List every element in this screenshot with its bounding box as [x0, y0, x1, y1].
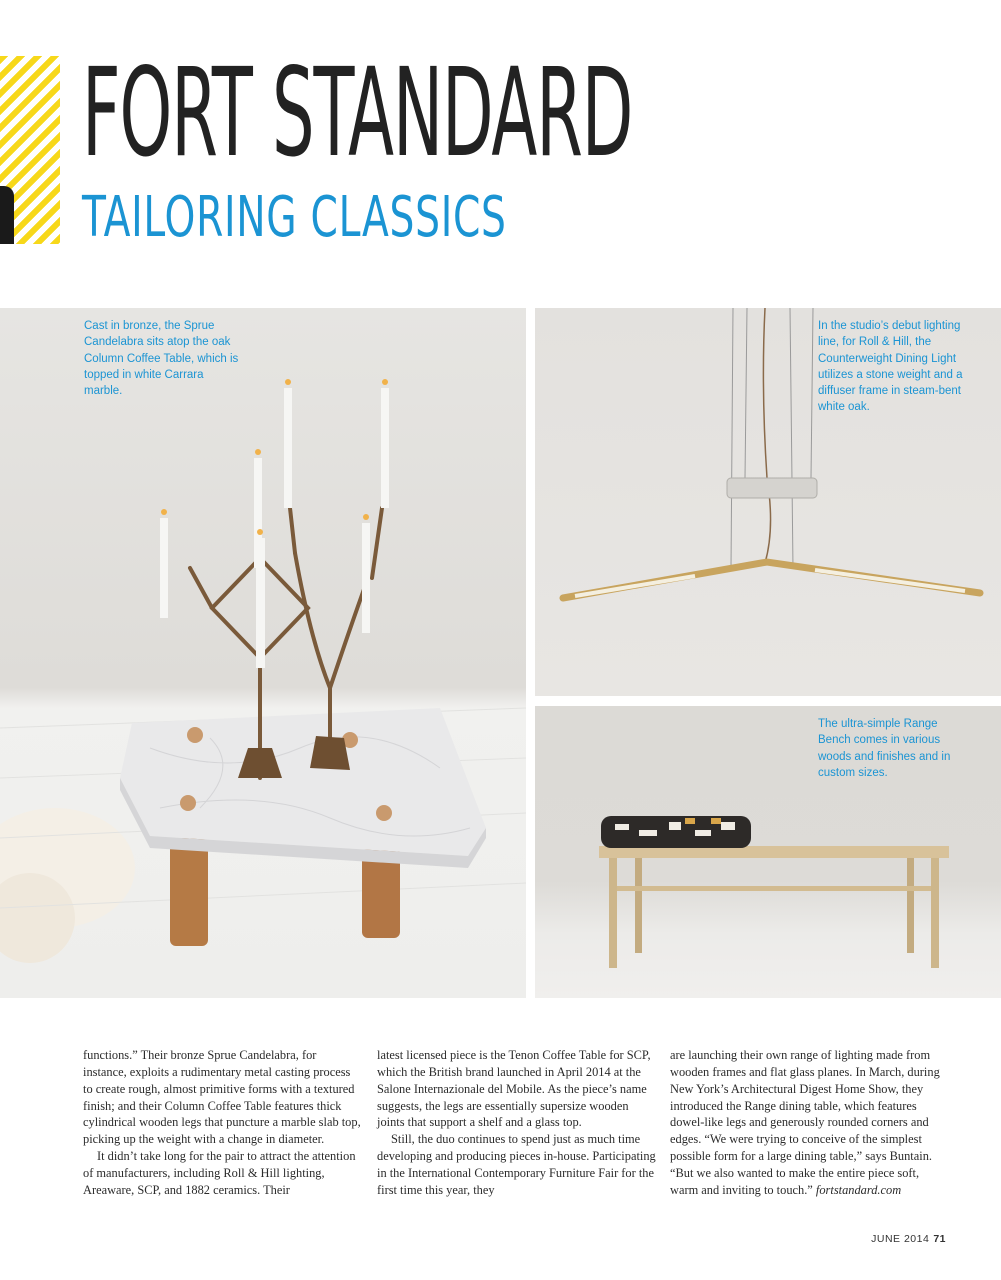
paragraph — [670, 1047, 949, 1199]
page-folio — [871, 1233, 946, 1245]
paragraph: functions.” Their bronze Sprue Candelabra, for instance, exploits a rudimentary metal casting process to create rough, almost primitive forms with a textured finish; and their Column Coffee Table features thick cylindrical wooden legs that puncture a marble slab top, picking up the weight with a change in diameter. — [83, 1048, 361, 1147]
paragraph: It didn’t take long for the pair to attract the attention of manufacturers, including Roll & Hill lighting, Areaware, SCP, and 1882 ceramics. Their — [83, 1149, 356, 1197]
paragraph: latest licensed piece is the Tenon Coffee Table for SCP, which the British brand launched in April 2014 at the Salone Internazionale del Mobile. As the piece’s name suggests, the legs are essentially supersize wooden joints that support a shelf and a glass top. — [377, 1048, 651, 1130]
light-caption: In the studio’s debut lighting line, for Roll & Hill, the Counterweight Dining Light utilizes a stone weight and a diffuser frame in steam-bent white oak. — [818, 320, 963, 414]
text-column-1 — [83, 1047, 362, 1199]
candelabra-caption: Cast in bronze, the Sprue Candelabra sits atop the oak Column Coffee Table, which is topped in white Carrara marble. — [84, 320, 239, 398]
bench-caption: The ultra-simple Range Bench comes in various woods and finishes and in custom sizes. — [818, 718, 951, 779]
candelabra-photo — [0, 308, 526, 998]
article-subtitle: TAILORING CLASSICS — [82, 185, 507, 250]
article-title: FORT STANDARD — [82, 42, 633, 184]
page-number: 71 — [933, 1233, 946, 1245]
text-column-2 — [377, 1047, 656, 1199]
paragraph: Still, the duo continues to spend just as much time developing and producing pieces in-house. Participating in the International Contemporary Furniture Fair for the first time this year, they — [377, 1132, 656, 1197]
text-column-3 — [670, 1047, 949, 1199]
website-link[interactable]: fortstandard.com — [815, 1182, 902, 1197]
issue-date: JUNE 2014 — [871, 1233, 930, 1245]
paragraph-text: are launching their own range of lighting made from wooden frames and flat glass planes. In March, during New York’s Architectural Digest Home Show, they introduced the Range dining table, which features dowel-like legs and generously rounded corners and edges. “We were trying to conceive of the simplest possible form for a large dining table,” says Buntain. “But we also wanted to make the entire piece soft, warm and inviting to touch.” — [670, 1048, 940, 1197]
decorative-dark-shape — [0, 186, 14, 244]
